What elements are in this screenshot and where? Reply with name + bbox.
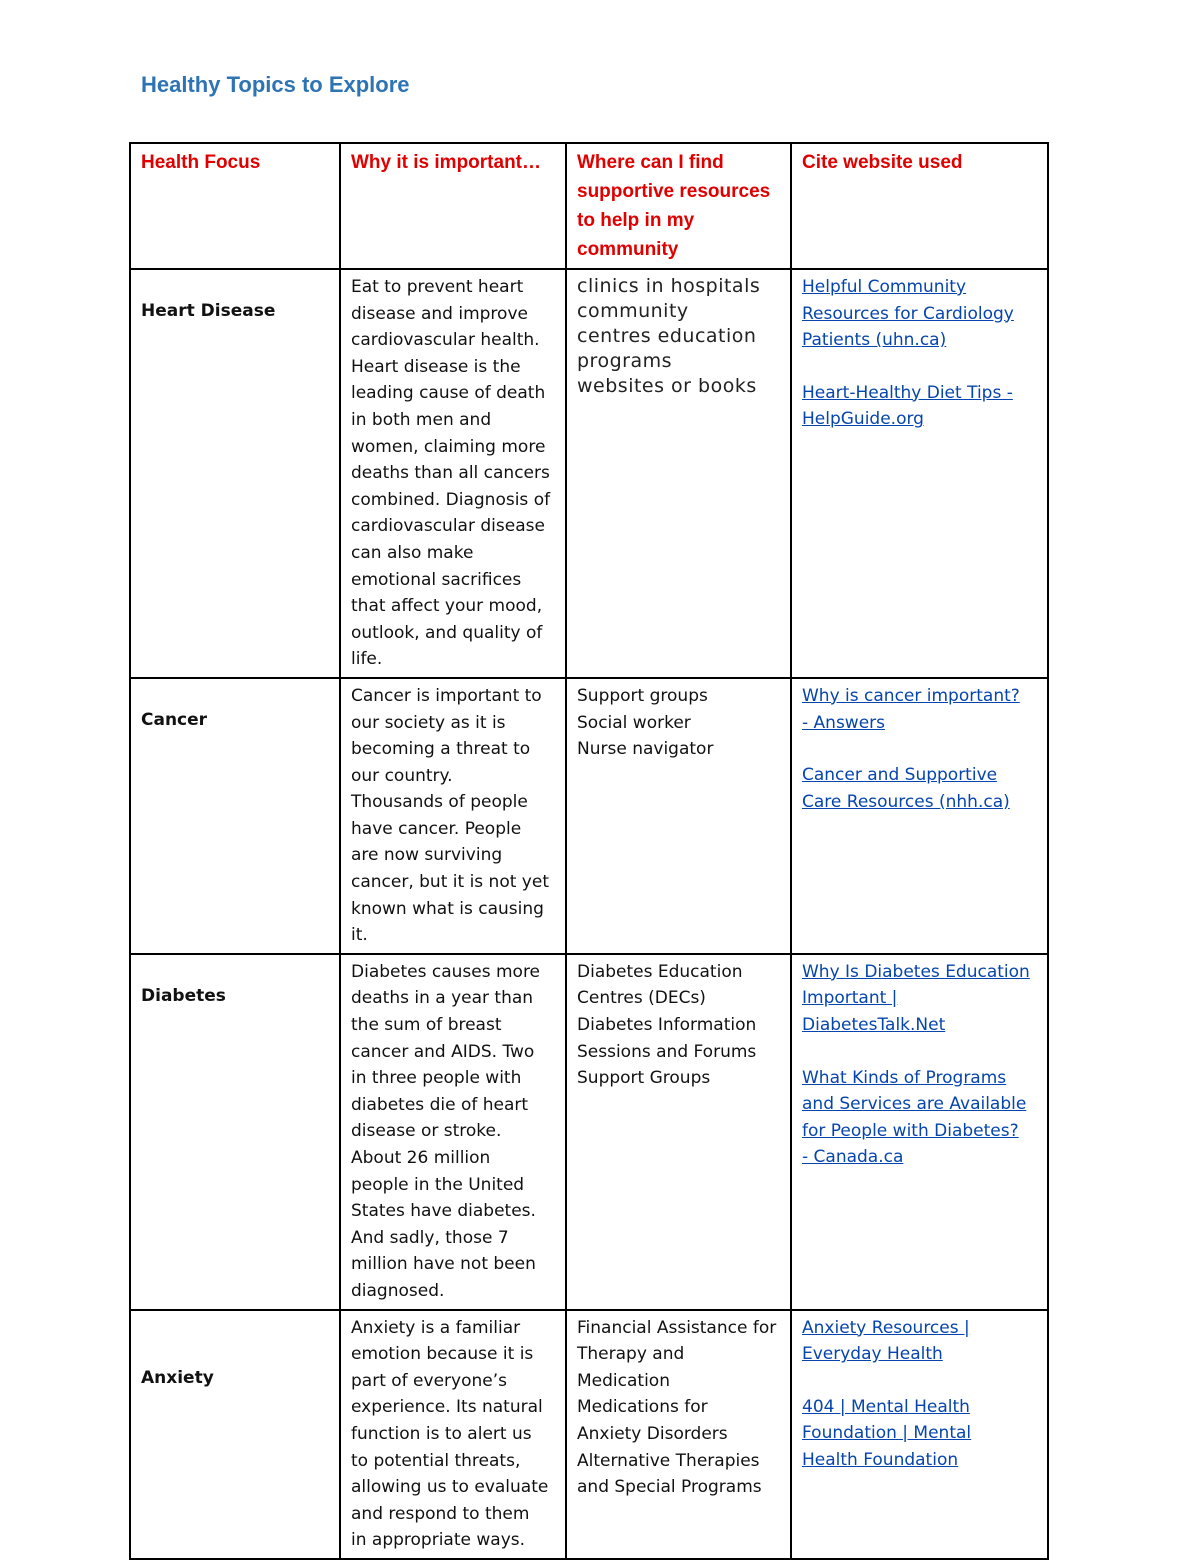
text-line: And sadly, those 7 <box>351 1227 509 1248</box>
text-line: programs <box>577 350 673 372</box>
text-line: cardiovascular health. <box>351 330 540 351</box>
text-line: in three people with <box>351 1068 522 1089</box>
header-health-focus: Health Focus <box>130 143 340 269</box>
text-line: Social worker <box>577 712 691 733</box>
focus-cell: Cancer <box>130 678 340 954</box>
text-line: and Special Programs <box>577 1477 762 1498</box>
why-cell <box>340 678 566 954</box>
cite-cell <box>791 1310 1048 1559</box>
text-line: deaths in a year than <box>351 988 534 1009</box>
link-line: Important | <box>802 988 898 1009</box>
why-cell <box>340 954 566 1310</box>
link-line: HelpGuide.org <box>802 409 924 430</box>
text-line: Thousands of people <box>351 792 528 813</box>
cite-link-nhh[interactable] <box>802 762 1037 815</box>
link-line: - Canada.ca <box>802 1147 904 1168</box>
text-line: outlook, and quality of <box>351 622 543 643</box>
text-line: websites or books <box>577 375 757 397</box>
text-line: Medication <box>577 1370 670 1391</box>
text-line: diabetes die of heart <box>351 1094 529 1115</box>
text-line: allowing us to evaluate <box>351 1477 549 1498</box>
table-row <box>130 1310 1048 1559</box>
cite-link-diabetestalk[interactable] <box>802 959 1037 1039</box>
link-line: Why Is Diabetes Education <box>802 961 1030 982</box>
text-line: life. <box>351 649 383 670</box>
spacer <box>802 354 1037 380</box>
text-line: known what is causing <box>351 898 544 919</box>
text-line: Nurse navigator <box>577 739 714 760</box>
text-line: our country. <box>351 765 453 786</box>
cite-cell <box>791 269 1048 678</box>
link-line: Heart-Healthy Diet Tips - <box>802 382 1013 403</box>
text-line: Eat to prevent heart <box>351 277 524 297</box>
link-line: What Kinds of Programs <box>802 1067 1007 1088</box>
text-line: our society as it is <box>351 712 506 733</box>
link-line: Cancer and Supportive <box>802 765 998 786</box>
header-line: supportive resources <box>577 181 771 202</box>
why-cell <box>340 269 566 678</box>
focus-cell: Anxiety <box>130 1310 340 1559</box>
text-line: have cancer. People <box>351 818 522 839</box>
text-line: About 26 million <box>351 1148 491 1168</box>
text-line: that affect your mood, <box>351 596 543 617</box>
cite-link-canada[interactable] <box>802 1065 1037 1171</box>
text-line: becoming a threat to <box>351 739 531 760</box>
text-line: Anxiety Disorders <box>577 1423 728 1444</box>
why-cell <box>340 1310 566 1559</box>
text-line: disease or stroke. <box>351 1121 502 1142</box>
text-line: Support Groups <box>577 1068 711 1089</box>
text-line: emotional sacrifices <box>351 569 522 590</box>
text-line: States have diabetes. <box>351 1201 536 1222</box>
text-line: it. <box>351 925 368 946</box>
text-line: leading cause of death <box>351 383 546 404</box>
text-line: Therapy and <box>577 1344 685 1365</box>
text-line: and respond to them <box>351 1503 530 1524</box>
spacer <box>802 1368 1037 1394</box>
cite-link-answers[interactable] <box>802 683 1037 736</box>
text-line: Alternative Therapies <box>577 1450 760 1471</box>
text-line: part of everyone’s <box>351 1370 507 1391</box>
focus-cell: Diabetes <box>130 954 340 1310</box>
text-line: cardiovascular disease <box>351 516 545 537</box>
text-line: Support groups <box>577 685 708 706</box>
text-line: Diabetes Education <box>577 961 743 982</box>
text-line: disease and improve <box>351 303 528 324</box>
link-line: Patients (uhn.ca) <box>802 330 947 351</box>
link-line: Helpful Community <box>802 277 967 297</box>
header-why-important: Why it is important… <box>340 143 566 269</box>
cite-cell <box>791 678 1048 954</box>
text-line: the sum of breast <box>351 1015 502 1036</box>
text-line: Medications for <box>577 1397 708 1418</box>
where-cell <box>566 269 791 678</box>
text-line: to potential threats, <box>351 1450 521 1471</box>
link-line: Anxiety Resources | <box>802 1317 970 1338</box>
table-row <box>130 269 1048 678</box>
link-line: Foundation | Mental <box>802 1423 972 1444</box>
text-line: Financial Assistance for <box>577 1317 777 1338</box>
text-line: Diabetes Information <box>577 1015 757 1036</box>
cite-link-mentalhealth[interactable] <box>802 1394 1037 1474</box>
where-cell <box>566 678 791 954</box>
text-line: people in the United <box>351 1174 525 1195</box>
text-line: deaths than all cancers <box>351 463 550 484</box>
cite-link-helpguide[interactable] <box>802 380 1037 433</box>
text-line: can also make <box>351 542 474 563</box>
text-line: in both men and <box>351 409 492 430</box>
text-line: experience. Its natural <box>351 1397 543 1418</box>
text-line: diagnosed. <box>351 1280 445 1301</box>
cite-link-uhn[interactable] <box>802 274 1037 354</box>
text-line: function is to alert us <box>351 1423 532 1444</box>
text-line: in appropriate ways. <box>351 1530 526 1551</box>
text-line: Anxiety is a familiar <box>351 1317 521 1338</box>
spacer <box>802 1039 1037 1065</box>
text-line: Heart disease is the <box>351 356 521 377</box>
header-row <box>130 143 1048 269</box>
text-line: Centres (DECs) <box>577 988 706 1009</box>
text-line: Cancer is important to <box>351 685 542 706</box>
text-line: are now surviving <box>351 845 503 866</box>
table-row <box>130 678 1048 954</box>
text-line: women, claiming more <box>351 436 546 457</box>
link-line: for People with Diabetes? <box>802 1120 1019 1141</box>
link-line: Why is cancer important? <box>802 685 1020 706</box>
text-line: Diabetes causes more <box>351 961 541 982</box>
text-line: community <box>577 300 689 322</box>
text-line: Sessions and Forums <box>577 1041 757 1062</box>
link-line: - Answers <box>802 712 886 733</box>
cite-link-everydayhealth[interactable] <box>802 1315 1037 1368</box>
link-line: Health Foundation <box>802 1449 959 1470</box>
text-line: emotion because it is <box>351 1344 534 1365</box>
spacer <box>802 736 1037 762</box>
link-line: DiabetesTalk.Net <box>802 1015 946 1036</box>
link-line: Resources for Cardiology <box>802 303 1014 324</box>
cite-cell <box>791 954 1048 1310</box>
link-line: Everyday Health <box>802 1344 943 1365</box>
text-line: centres education <box>577 325 757 347</box>
where-cell <box>566 1310 791 1559</box>
text-line: clinics in hospitals <box>577 275 761 297</box>
link-line: 404 | Mental Health <box>802 1396 970 1417</box>
header-line: community <box>577 239 679 260</box>
header-where-resources <box>566 143 791 269</box>
header-cite-website: Cite website used <box>791 143 1048 269</box>
page-title: Healthy Topics to Explore <box>141 72 410 97</box>
header-line: Where can I find <box>577 152 724 173</box>
focus-cell: Heart Disease <box>130 269 340 678</box>
header-line: to help in my <box>577 210 695 231</box>
link-line: and Services are Available <box>802 1094 1027 1115</box>
link-line: Care Resources (nhh.ca) <box>802 791 1010 812</box>
text-line: cancer and AIDS. Two <box>351 1041 535 1062</box>
text-line: cancer, but it is not yet <box>351 872 549 893</box>
table-row <box>130 954 1048 1310</box>
health-topics-table <box>129 142 1049 1560</box>
text-line: combined. Diagnosis of <box>351 489 551 510</box>
where-cell <box>566 954 791 1310</box>
text-line: million have not been <box>351 1254 536 1275</box>
